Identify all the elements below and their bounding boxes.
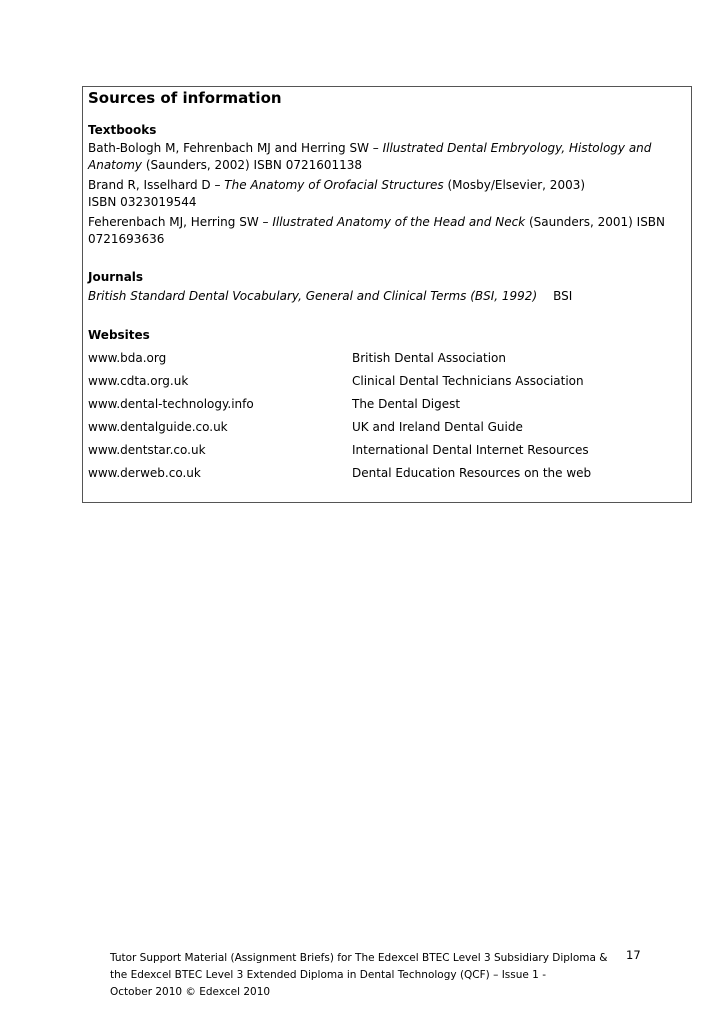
box-title: Sources of information — [88, 89, 282, 107]
textbook-1-publisher: (Saunders, 2002) ISBN 0721601138 — [142, 158, 363, 172]
footer-line-1: Tutor Support Material (Assignment Briefs) for The Edexcel BTEC Level 3 Subsidiary Diploma & — [110, 952, 608, 964]
page-number: 17 — [626, 948, 641, 962]
textbook-1-line-2 — [88, 157, 685, 174]
textbook-2-line-2: ISBN 0323019544 — [88, 195, 197, 209]
website-row — [88, 350, 685, 367]
website-url: www.cdta.org.uk — [88, 374, 189, 388]
textbook-1-line-1 — [88, 140, 685, 157]
journal-title: British Standard Dental Vocabulary, General and Clinical Terms (BSI, 1992) — [88, 289, 538, 303]
website-description: International Dental Internet Resources — [352, 443, 589, 457]
textbook-3-line-2: 0721693636 — [88, 232, 165, 246]
textbook-2-authors: Brand R, Isselhard D – — [88, 178, 225, 192]
journal-publisher: BSI — [553, 289, 573, 303]
website-url: www.bda.org — [88, 351, 167, 365]
textbook-3-authors: Feherenbach MJ, Herring SW – — [88, 215, 273, 229]
journal-entry — [88, 288, 685, 305]
textbook-2-line-1 — [88, 177, 685, 194]
textbooks-heading: Textbooks — [88, 123, 157, 137]
journals-heading: Journals — [88, 270, 144, 284]
sources-of-information-box — [82, 86, 692, 503]
website-row — [88, 442, 685, 459]
website-url: www.derweb.co.uk — [88, 466, 201, 480]
footer-line-3: October 2010 © Edexcel 2010 — [110, 986, 271, 998]
website-row — [88, 396, 685, 413]
textbook-1-title-part-2: Anatomy — [88, 158, 143, 172]
textbook-2-title: The Anatomy of Orofacial Structures — [224, 178, 444, 192]
website-row — [88, 419, 685, 436]
textbook-1-title-part-1: Illustrated Dental Embryology, Histology and — [382, 141, 652, 155]
website-description: UK and Ireland Dental Guide — [352, 420, 523, 434]
textbook-1-authors: Bath-Bologh M, Fehrenbach MJ and Herring SW – — [88, 141, 383, 155]
website-row — [88, 465, 685, 482]
website-url: www.dentstar.co.uk — [88, 443, 206, 457]
website-description: Dental Education Resources on the web — [352, 466, 592, 480]
textbook-2-publisher: (Mosby/Elsevier, 2003) — [443, 178, 586, 192]
page-footer — [110, 950, 620, 1001]
website-url: www.dentalguide.co.uk — [88, 420, 228, 434]
websites-heading: Websites — [88, 328, 150, 342]
website-description: Clinical Dental Technicians Association — [352, 374, 584, 388]
textbook-3-line-1 — [88, 214, 685, 231]
website-url: www.dental-technology.info — [88, 397, 254, 411]
textbook-3-title: Illustrated Anatomy of the Head and Neck — [272, 215, 526, 229]
website-row — [88, 373, 685, 390]
website-description: The Dental Digest — [352, 397, 461, 411]
textbook-3-publisher: (Saunders, 2001) ISBN — [525, 215, 666, 229]
footer-line-2: the Edexcel BTEC Level 3 Extended Diploma in Dental Technology (QCF) – Issue 1 - — [110, 969, 546, 981]
website-description: British Dental Association — [352, 351, 506, 365]
